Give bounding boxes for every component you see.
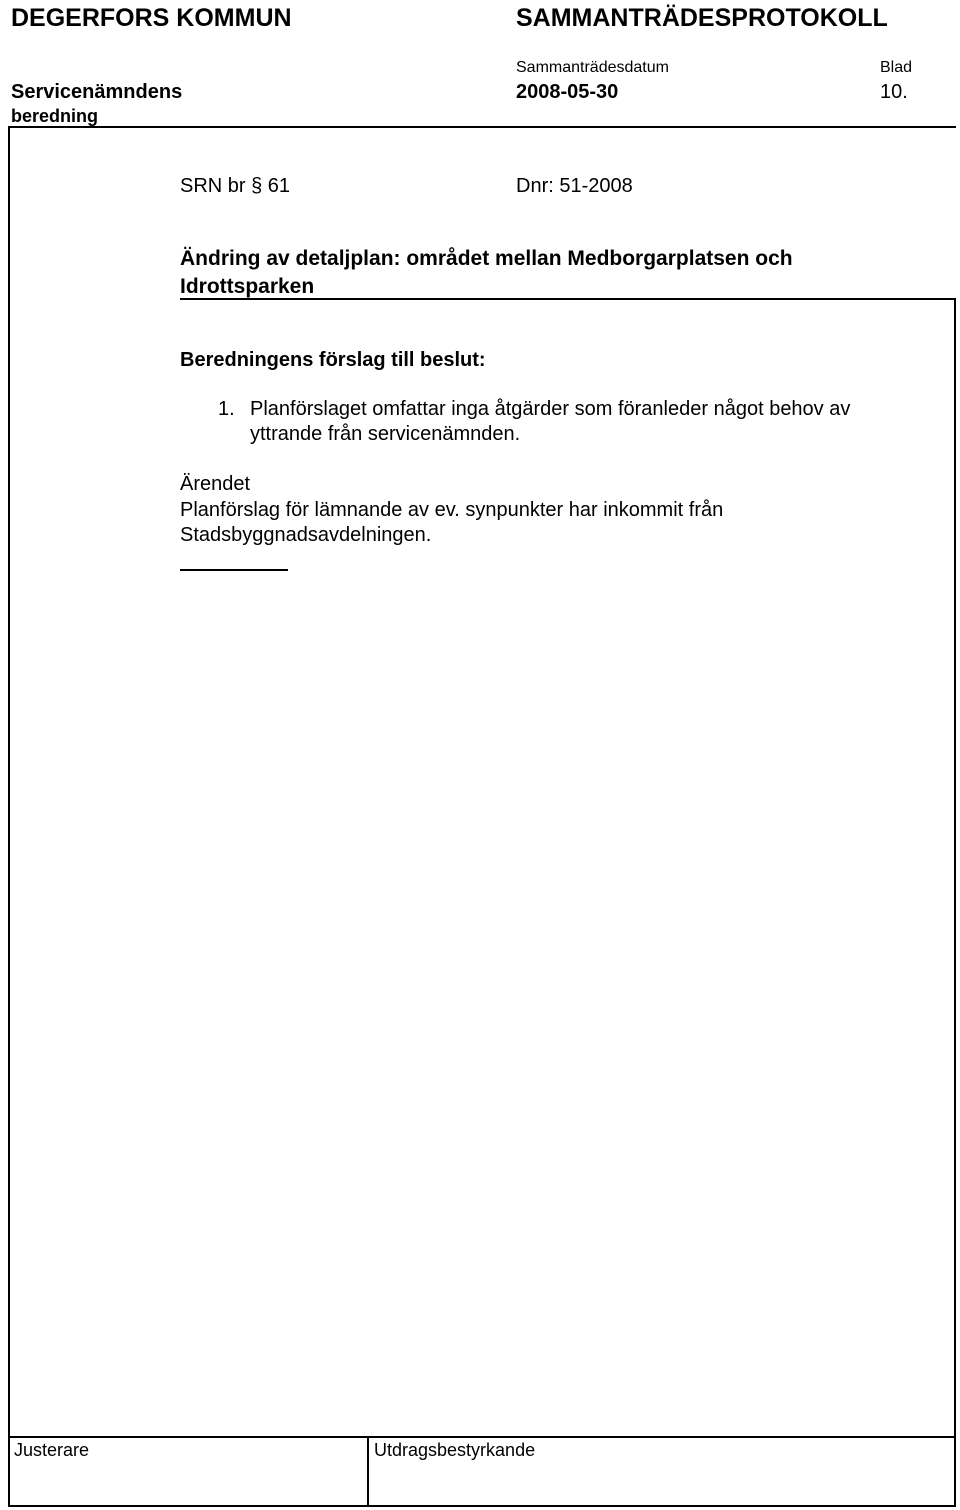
case-text-line2: Stadsbyggnadsavdelningen. bbox=[180, 524, 432, 546]
item-title: Ändring av detaljplan: området mellan Medborgarplatsen och bbox=[180, 247, 793, 270]
proposal-list-number: 1. bbox=[218, 398, 235, 420]
paragraph-reference: SRN br § 61 bbox=[180, 175, 291, 197]
organization-name: DEGERFORS KOMMUN bbox=[11, 4, 292, 32]
frame-left-border bbox=[8, 126, 10, 1505]
item-title-line2: Idrottsparken bbox=[180, 275, 315, 298]
proposal-heading: Beredningens förslag till beslut: bbox=[180, 349, 486, 371]
registration-number: Dnr: 51-2008 bbox=[516, 175, 633, 197]
committee-name: Servicenämndens bbox=[11, 81, 183, 103]
meeting-date-label: Sammanträdesdatum bbox=[516, 59, 669, 76]
footer-divider bbox=[8, 1436, 956, 1438]
document-type: SAMMANTRÄDESPROTOKOLL bbox=[516, 4, 888, 32]
proposal-text-line2: yttrande från servicenämnden. bbox=[250, 423, 521, 445]
frame-bottom-border bbox=[8, 1505, 956, 1507]
page-number: 10. bbox=[880, 81, 908, 103]
adjuster-label: Justerare bbox=[14, 1440, 90, 1460]
page-label: Blad bbox=[880, 59, 913, 76]
footer-column-divider bbox=[367, 1436, 369, 1506]
end-of-item-rule bbox=[180, 569, 288, 571]
meeting-date: 2008-05-30 bbox=[516, 81, 619, 103]
extract-certification-label: Utdragsbestyrkande bbox=[374, 1440, 536, 1460]
frame-right-border bbox=[954, 300, 956, 1505]
case-text: Planförslag för lämnande av ev. synpunkter har inkommit från bbox=[180, 499, 724, 521]
frame-top-border bbox=[8, 126, 956, 128]
title-divider bbox=[180, 298, 956, 300]
case-heading: Ärendet bbox=[180, 473, 251, 495]
committee-name-line2: beredning bbox=[11, 106, 99, 126]
proposal-text: Planförslaget omfattar inga åtgärder som föranleder något behov av bbox=[250, 398, 851, 420]
